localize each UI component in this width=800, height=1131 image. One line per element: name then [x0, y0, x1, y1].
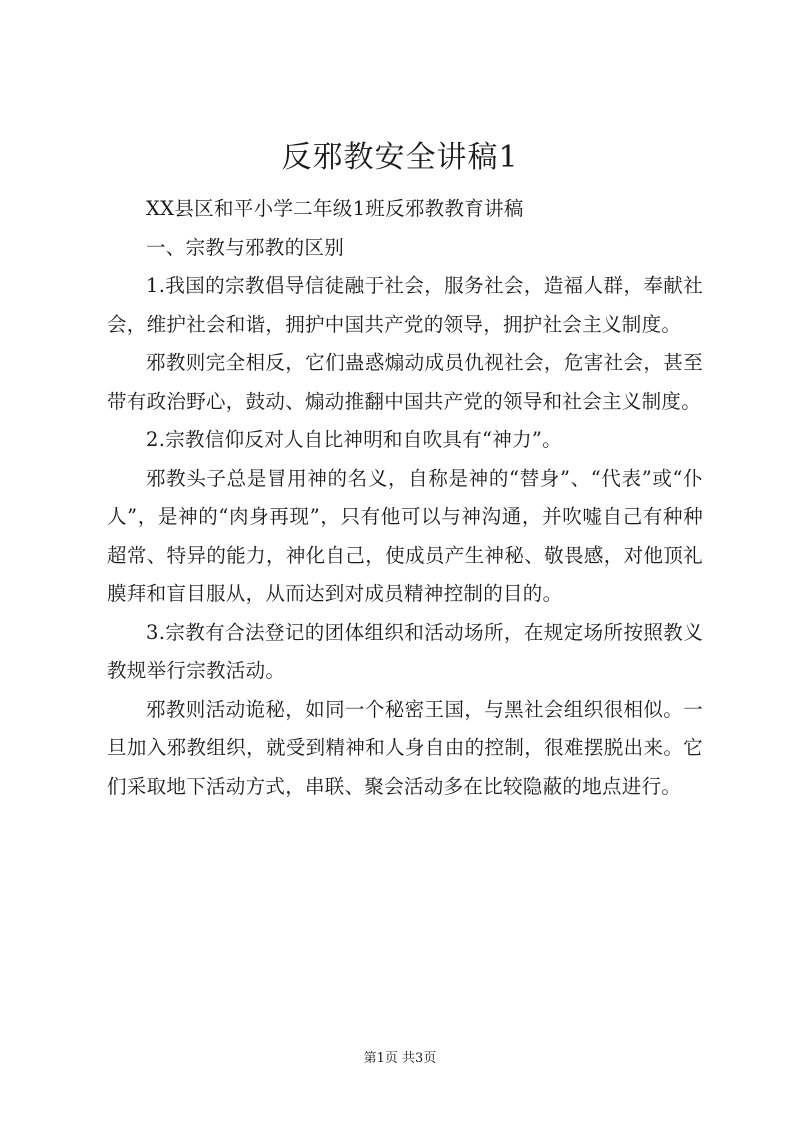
paragraph: 3.宗教有合法登记的团体组织和活动场所，在规定场所按照教义教规举行宗教活动。 [107, 620, 703, 682]
paragraph: 邪教则完全相反，它们蛊惑煽动成员仇视社会，危害社会，甚至带有政治野心，鼓动、煽动推翻中国共产党的领导和社会主义制度。 [107, 351, 703, 413]
paragraph-subtitle: XX县区和平小学二年级1班反邪教教育讲稿 [146, 197, 524, 220]
document-body [107, 190, 703, 806]
page-footer: 第1页 共3页 [363, 1051, 437, 1066]
paragraph-section-heading: 一、宗教与邪教的区别 [146, 235, 345, 259]
paragraph: 1.我国的宗教倡导信徒融于社会，服务社会，造福人群，奉献社会，维护社会和谐，拥护中国共产党的领导，拥护社会主义制度。 [107, 274, 703, 336]
document-title: 反邪教安全讲稿1 [281, 140, 519, 175]
paragraph: 2.宗教信仰反对人自比神明和自吹具有“神力”。 [146, 428, 562, 451]
paragraph: 邪教则活动诡秘，如同一个秘密王国，与黑社会组织很相似。一旦加入邪教组织，就受到精神和人身自由的控制，很难摆脱出来。它们采取地下活动方式，串联、聚会活动多在比较隐蔽的地点进行。 [107, 697, 703, 798]
paragraph: 邪教头子总是冒用神的名义，自称是神的“替身”、“代表”或“仆人”，是神的“肉身再现”，只有他可以与神沟通，并吹嘘自己有种种超常、特异的能力，神化自己，使成员产生神秘、敬畏感，对他顶礼膜拜和盲目服从，从而达到对成员精神控制的目的。 [107, 466, 703, 605]
